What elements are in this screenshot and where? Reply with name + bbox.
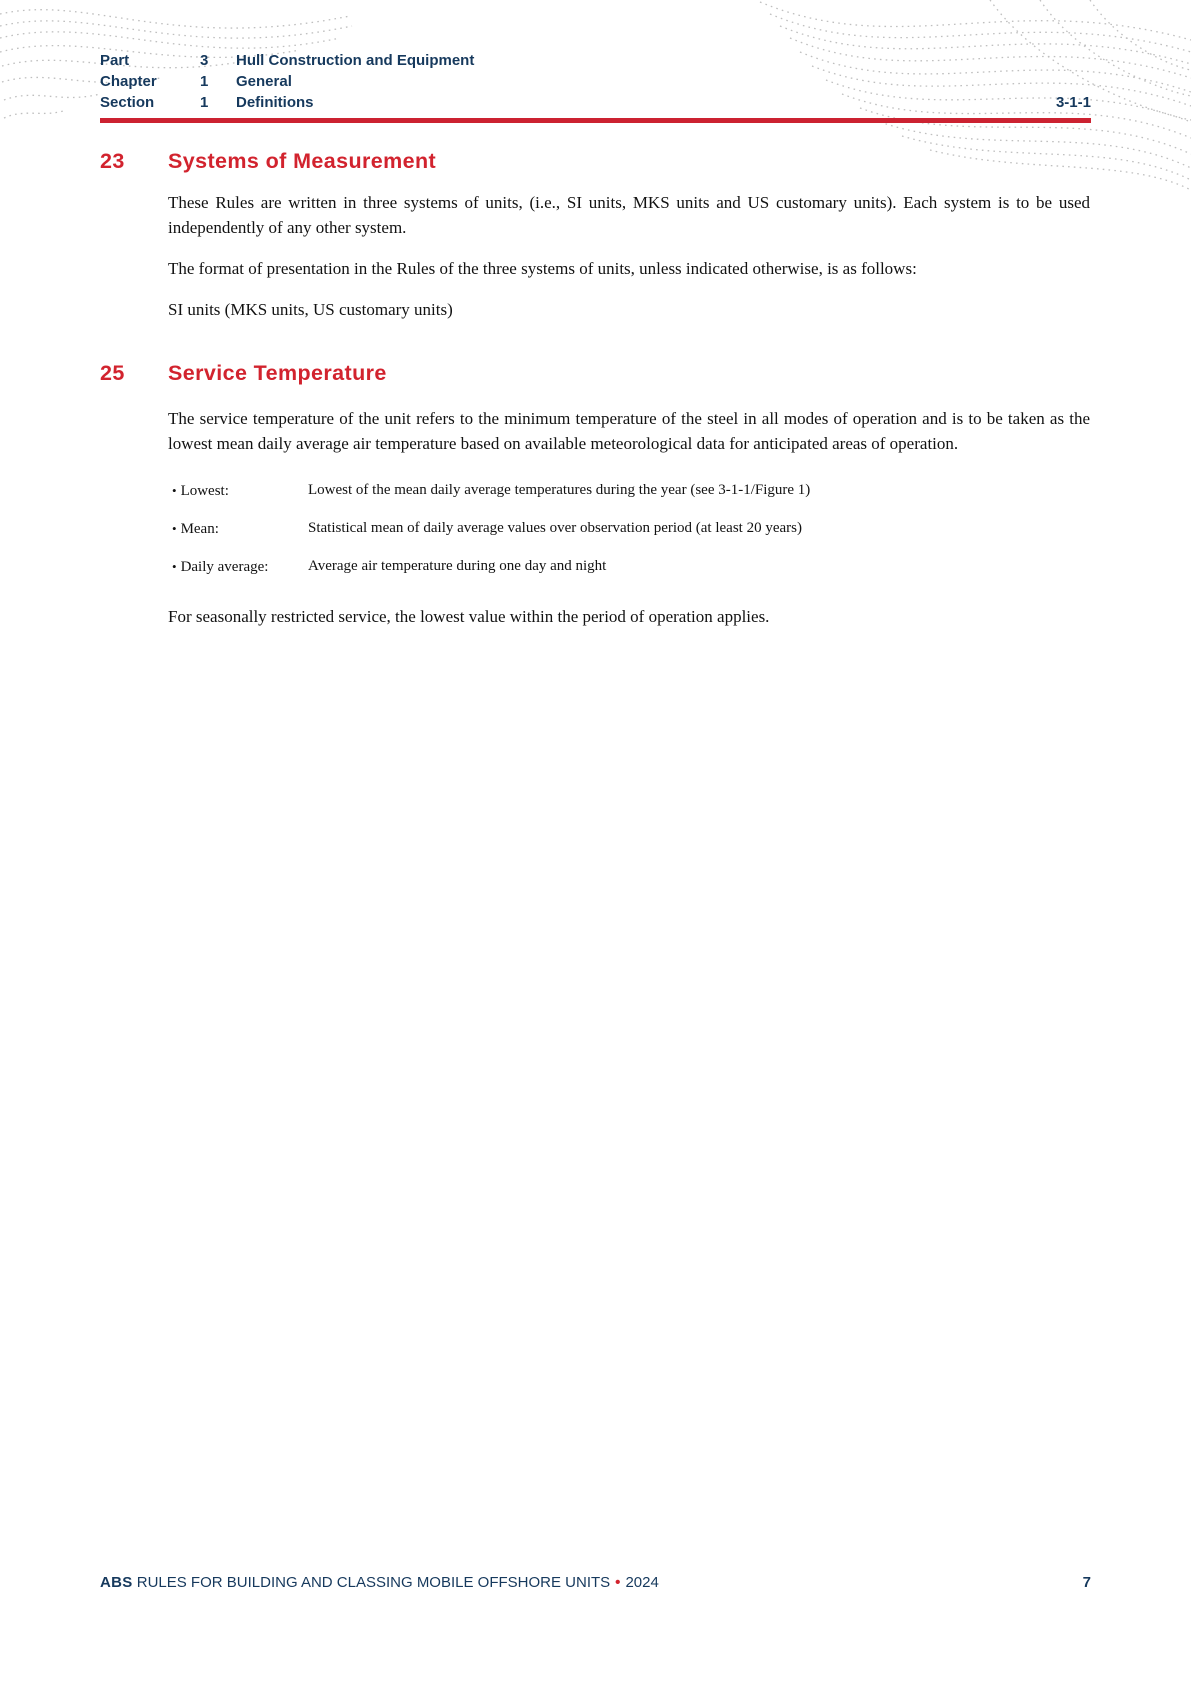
footer-separator-dot: •: [615, 1574, 621, 1591]
section-23-paragraph-2: The format of presentation in the Rules of the three systems of units, unless indicated otherwise, is as follows:: [168, 259, 917, 278]
bullet-icon: •: [172, 559, 177, 574]
section-code: 3-1-1: [1055, 94, 1091, 111]
section-23-paragraph-3: SI units (MKS units, US customary units): [168, 300, 453, 319]
section-23-title: Systems of Measurement: [168, 149, 437, 173]
definition-row-daily-average: [172, 556, 1090, 578]
page-number: 7: [1082, 1574, 1091, 1591]
header-row-section: [100, 92, 1091, 113]
header-divider-rule: [100, 118, 1091, 123]
definition-term-label: Mean:: [180, 521, 219, 537]
abs-logo-text: ABS: [100, 1574, 133, 1591]
section-25-closing-paragraph: For seasonally restricted service, the lowest value within the period of operation applies.: [168, 607, 770, 626]
header-part-label: Part: [100, 52, 130, 69]
definition-description: Lowest of the mean daily average temperatures during the year (see 3-1-1/Figure 1): [308, 482, 811, 498]
section-23-heading: [100, 148, 1091, 174]
section-23-number: 23: [100, 149, 125, 173]
definition-description: Average air temperature during one day and night: [308, 558, 607, 574]
definition-row-mean: [172, 518, 1090, 540]
header-section-title: Definitions: [236, 94, 314, 111]
header-row-chapter: [100, 71, 1091, 92]
section-25-heading: [100, 360, 1091, 386]
bullet-icon: •: [172, 521, 177, 536]
page-header: [100, 50, 1091, 113]
header-chapter-label: Chapter: [100, 73, 157, 90]
header-row-part: [100, 50, 1091, 71]
bullet-icon: •: [172, 483, 177, 498]
header-section-label: Section: [100, 94, 155, 111]
page-content: [100, 148, 1091, 629]
definition-description: Statistical mean of daily average values over observation period (at least 20 years): [308, 520, 802, 536]
footer-rule-title: [100, 1573, 659, 1593]
section-25-title: Service Temperature: [168, 361, 387, 385]
header-part-number: 3: [200, 52, 209, 69]
section-25-intro-paragraph: The service temperature of the unit refers to the minimum temperature of the steel in all modes of operation and is to be taken as the lowest mean daily average air temperature based on available meteorological data for anticipated areas of operation.: [168, 409, 1090, 453]
header-section-number: 1: [200, 94, 209, 111]
section-25-number: 25: [100, 361, 125, 385]
definition-term-label: Lowest:: [180, 483, 229, 499]
footer-year: 2024: [625, 1574, 659, 1591]
definition-term: [172, 518, 308, 540]
header-chapter-number: 1: [200, 73, 209, 90]
page-footer: [100, 1573, 1091, 1593]
definition-term: [172, 480, 308, 502]
definition-term: [172, 556, 308, 578]
section-23-paragraph-1: These Rules are written in three systems of units, (i.e., SI units, MKS units and US customary units). Each system is to be used independently of any other system.: [168, 193, 1090, 237]
header-part-title: Hull Construction and Equipment: [236, 52, 475, 69]
definition-row-lowest: [172, 480, 1090, 502]
definition-term-label: Daily average:: [180, 559, 269, 575]
footer-title-text: RULES FOR BUILDING AND CLASSING MOBILE OFFSHORE UNITS: [136, 1574, 611, 1591]
definition-list: [172, 480, 1090, 578]
header-chapter-title: General: [236, 73, 292, 90]
